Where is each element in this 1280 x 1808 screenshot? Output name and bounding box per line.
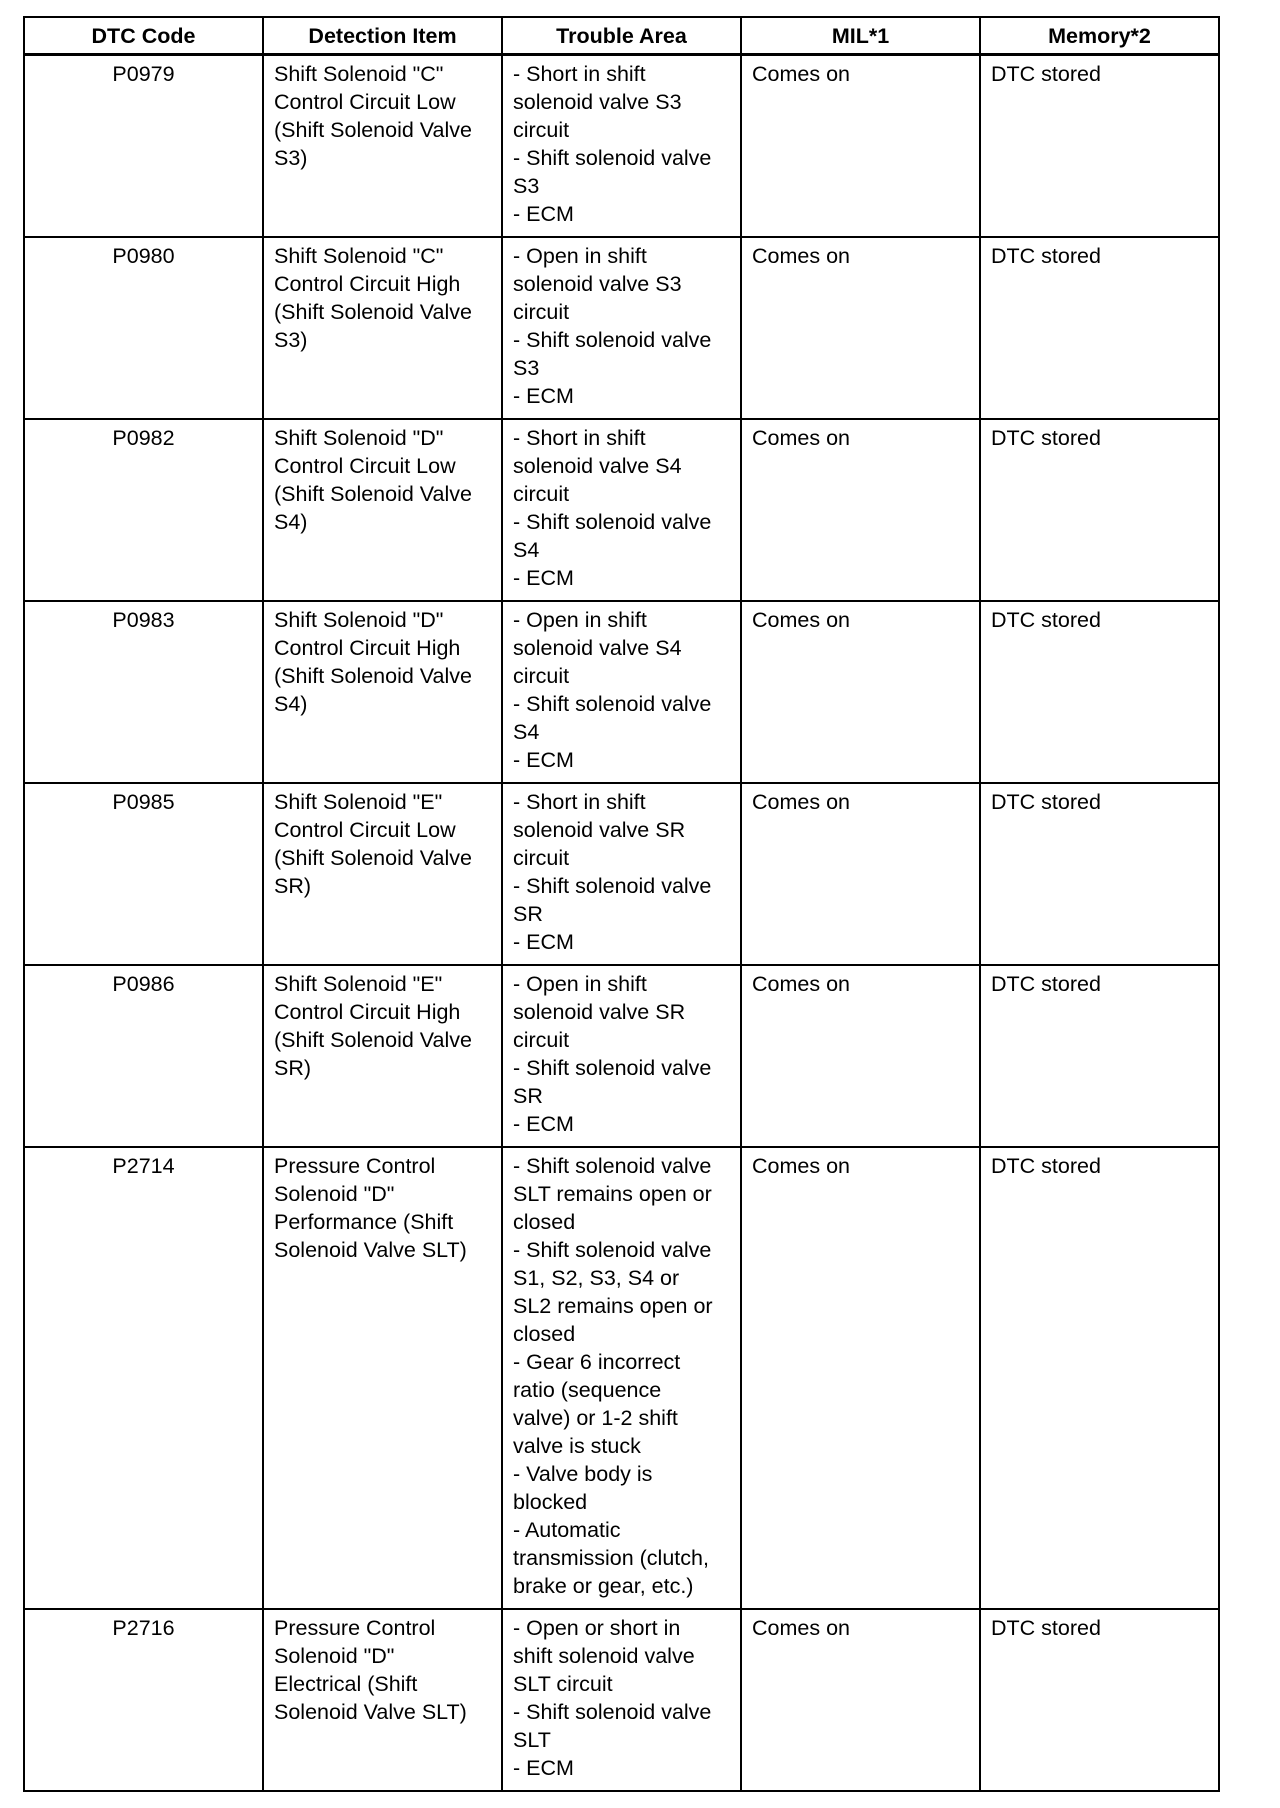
trouble-area-line: valve is stuck [513,1434,641,1458]
trouble-area-line: solenoid valve S4 [513,636,682,660]
trouble-area-line: SLT [513,1728,551,1752]
trouble-area-cell [502,237,741,419]
trouble-area-line: - Short in shift [513,62,646,86]
trouble-area-line: - Shift solenoid valve [513,510,712,534]
mil-cell: Comes on [741,237,980,419]
mil-cell: Comes on [741,55,980,238]
table-row [24,783,1219,965]
detection-item-line: (Shift Solenoid Valve [274,118,472,142]
trouble-area-line: - Short in shift [513,426,646,450]
detection-item-line: Control Circuit High [274,1000,461,1024]
trouble-area-line: solenoid valve SR [513,1000,686,1024]
trouble-area-cell [502,965,741,1147]
memory-cell: DTC stored [980,965,1219,1147]
trouble-area-line: - Shift solenoid valve [513,146,712,170]
trouble-area-cell [502,419,741,601]
detection-item-cell [263,1609,502,1791]
trouble-area-line: - ECM [513,748,574,772]
detection-item-line: SR) [274,874,312,898]
memory-cell: DTC stored [980,601,1219,783]
trouble-area-line: circuit [513,300,570,324]
trouble-area-line: circuit [513,1028,570,1052]
trouble-area-line: - Shift solenoid valve [513,1238,712,1262]
trouble-area-line: S1, S2, S3, S4 or [513,1266,680,1290]
mil-cell: Comes on [741,419,980,601]
mil-cell: Comes on [741,1609,980,1791]
detection-item-line: (Shift Solenoid Valve [274,846,472,870]
trouble-area-line: closed [513,1210,576,1234]
mil-cell: Comes on [741,1147,980,1609]
detection-item-line: S3) [274,328,308,352]
trouble-area-line: solenoid valve S4 [513,454,682,478]
trouble-area-line: - Open in shift [513,972,647,996]
trouble-area-line: - ECM [513,384,574,408]
trouble-area-line: SR [513,1084,543,1108]
detection-item-cell [263,783,502,965]
detection-item-cell [263,965,502,1147]
dtc-table [23,16,1220,1792]
trouble-area-line: ratio (sequence [513,1378,662,1402]
trouble-area-line: - Shift solenoid valve [513,1154,712,1178]
memory-cell: DTC stored [980,783,1219,965]
trouble-area-line: solenoid valve S3 [513,272,682,296]
trouble-area-line: - ECM [513,202,574,226]
trouble-area-line: - Open in shift [513,244,647,268]
detection-item-line: Shift Solenoid "C" [274,62,444,86]
detection-item-line: (Shift Solenoid Valve [274,482,472,506]
trouble-area-line: solenoid valve SR [513,818,686,842]
trouble-area-line: - ECM [513,566,574,590]
detection-item-line: Pressure Control [274,1154,436,1178]
header-mil: MIL*1 [741,17,980,55]
detection-item-cell [263,237,502,419]
trouble-area-line: S3 [513,356,540,380]
header-memory: Memory*2 [980,17,1219,55]
memory-cell: DTC stored [980,237,1219,419]
trouble-area-line: - ECM [513,1756,574,1780]
detection-item-line: Control Circuit High [274,636,461,660]
mil-cell: Comes on [741,965,980,1147]
mil-cell: Comes on [741,783,980,965]
table-row [24,419,1219,601]
detection-item-line: (Shift Solenoid Valve [274,1028,472,1052]
trouble-area-line: circuit [513,846,570,870]
trouble-area-line: - Gear 6 incorrect [513,1350,681,1374]
detection-item-line: SR) [274,1056,312,1080]
trouble-area-line: - Short in shift [513,790,646,814]
trouble-area-cell [502,601,741,783]
trouble-area-line: circuit [513,482,570,506]
trouble-area-line: transmission (clutch, [513,1546,709,1570]
dtc-code-cell: P0979 [24,55,263,238]
header-detection-item: Detection Item [263,17,502,55]
dtc-code-cell: P0986 [24,965,263,1147]
memory-cell: DTC stored [980,1147,1219,1609]
trouble-area-line: brake or gear, etc.) [513,1574,694,1598]
mil-cell: Comes on [741,601,980,783]
dtc-code-cell: P0980 [24,237,263,419]
trouble-area-line: - Open or short in [513,1616,681,1640]
trouble-area-line: circuit [513,118,570,142]
header-row [24,17,1219,55]
table-row [24,601,1219,783]
trouble-area-line: solenoid valve S3 [513,90,682,114]
dtc-code-cell: P0985 [24,783,263,965]
table-row [24,1609,1219,1791]
header-trouble-area: Trouble Area [502,17,741,55]
trouble-area-line: circuit [513,664,570,688]
trouble-area-cell [502,783,741,965]
trouble-area-line: - Automatic [513,1518,621,1542]
detection-item-cell [263,1147,502,1609]
trouble-area-line: - Shift solenoid valve [513,328,712,352]
detection-item-line: Pressure Control [274,1616,436,1640]
detection-item-line: Shift Solenoid "C" [274,244,444,268]
trouble-area-line: - ECM [513,1112,574,1136]
detection-item-line: Control Circuit Low [274,818,456,842]
trouble-area-line: - Shift solenoid valve [513,692,712,716]
detection-item-line: (Shift Solenoid Valve [274,664,472,688]
trouble-area-line: S4 [513,720,540,744]
table-row [24,1147,1219,1609]
dtc-code-cell: P2714 [24,1147,263,1609]
trouble-area-line: - Shift solenoid valve [513,874,712,898]
table-row [24,965,1219,1147]
trouble-area-line: blocked [513,1490,588,1514]
trouble-area-line: - Shift solenoid valve [513,1700,712,1724]
detection-item-cell [263,419,502,601]
trouble-area-cell [502,1147,741,1609]
detection-item-line: (Shift Solenoid Valve [274,300,472,324]
detection-item-line: S3) [274,146,308,170]
header-dtc-code: DTC Code [24,17,263,55]
detection-item-line: Solenoid "D" [274,1644,395,1668]
memory-cell: DTC stored [980,1609,1219,1791]
trouble-area-line: SR [513,902,543,926]
detection-item-line: Solenoid Valve SLT) [274,1238,467,1262]
detection-item-line: Shift Solenoid "D" [274,426,444,450]
detection-item-line: Shift Solenoid "E" [274,790,443,814]
detection-item-line: Solenoid "D" [274,1182,395,1206]
trouble-area-line: valve) or 1-2 shift [513,1406,678,1430]
detection-item-line: Shift Solenoid "D" [274,608,444,632]
detection-item-line: Performance (Shift [274,1210,454,1234]
trouble-area-line: - Valve body is [513,1462,653,1486]
trouble-area-line: - Open in shift [513,608,647,632]
trouble-area-line: SL2 remains open or [513,1294,713,1318]
table-row [24,237,1219,419]
dtc-code-cell: P0982 [24,419,263,601]
trouble-area-line: - Shift solenoid valve [513,1056,712,1080]
table-row [24,55,1219,238]
trouble-area-cell [502,1609,741,1791]
dtc-code-cell: P2716 [24,1609,263,1791]
detection-item-line: Solenoid Valve SLT) [274,1700,467,1724]
memory-cell: DTC stored [980,55,1219,238]
trouble-area-line: SLT circuit [513,1672,613,1696]
detection-item-line: Control Circuit High [274,272,461,296]
trouble-area-line: S4 [513,538,540,562]
trouble-area-line: S3 [513,174,540,198]
trouble-area-line: shift solenoid valve [513,1644,695,1668]
detection-item-line: Electrical (Shift [274,1672,418,1696]
trouble-area-line: SLT remains open or [513,1182,712,1206]
detection-item-line: Shift Solenoid "E" [274,972,443,996]
detection-item-cell [263,601,502,783]
detection-item-line: S4) [274,692,308,716]
trouble-area-cell [502,55,741,238]
detection-item-cell [263,55,502,238]
detection-item-line: Control Circuit Low [274,90,456,114]
dtc-code-cell: P0983 [24,601,263,783]
trouble-area-line: closed [513,1322,576,1346]
detection-item-line: Control Circuit Low [274,454,456,478]
detection-item-line: S4) [274,510,308,534]
memory-cell: DTC stored [980,419,1219,601]
trouble-area-line: - ECM [513,930,574,954]
